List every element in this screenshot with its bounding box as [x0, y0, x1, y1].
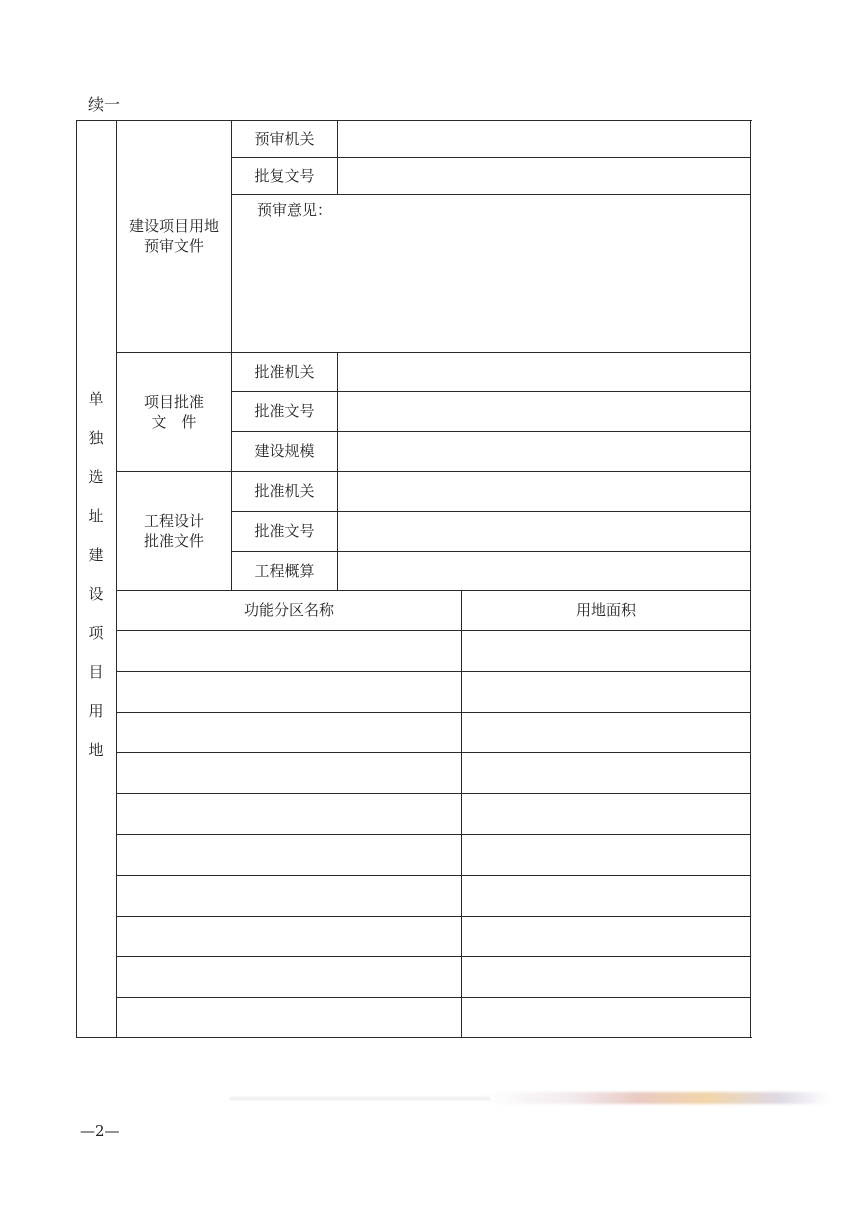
zone-name-cell[interactable]: [117, 917, 461, 956]
review-authority-field[interactable]: [338, 121, 750, 157]
vertical-label-char: 独: [88, 429, 104, 447]
vertical-label-char: 设: [88, 585, 104, 603]
group-label-line: 批准文件: [143, 531, 204, 550]
field-label-approval-authority: 批准机关: [254, 482, 315, 500]
project-approval-authority-field[interactable]: [338, 353, 750, 391]
field-label-approval-doc-no: 批准文号: [254, 402, 315, 420]
group-label-line: 工程设计: [143, 511, 204, 530]
zone-name-header: 功能分区名称: [243, 601, 334, 619]
field-label-approval-authority: 批准机关: [254, 362, 315, 381]
construction-scale-field[interactable]: [338, 432, 750, 471]
vertical-label-char: 选: [88, 468, 104, 486]
vertical-label-char: 用: [88, 702, 104, 720]
land-area-cell[interactable]: [462, 957, 750, 997]
scan-artifact: [480, 1092, 830, 1104]
field-label-approval-doc-no: 批复文号: [254, 166, 315, 185]
group-label-line: 预审文件: [143, 237, 204, 255]
group-label-line: 建设项目用地: [128, 217, 219, 235]
field-label-construction-scale: 建设规模: [254, 442, 315, 460]
zone-name-cell[interactable]: [117, 957, 461, 997]
field-label-approval-doc-no: 批准文号: [254, 522, 315, 540]
zone-name-cell[interactable]: [117, 794, 461, 834]
zone-name-cell[interactable]: [117, 998, 461, 1037]
field-label-review-authority: 预审机关: [254, 129, 315, 148]
vertical-label-char: 建: [88, 546, 104, 564]
land-area-cell[interactable]: [462, 753, 750, 793]
page-number: —2—: [80, 1122, 120, 1140]
land-area-cell[interactable]: [462, 876, 750, 916]
field-label-budget-estimate: 工程概算: [254, 561, 315, 580]
vertical-label-char: 目: [88, 663, 104, 681]
group-label-preliminary-review: [117, 120, 231, 352]
approval-doc-no-field[interactable]: [338, 158, 750, 194]
vertical-section-label: [76, 380, 116, 770]
land-area-cell[interactable]: [462, 998, 750, 1037]
land-area-cell[interactable]: [462, 672, 750, 712]
zone-name-cell[interactable]: [117, 876, 461, 916]
zone-name-cell[interactable]: [117, 835, 461, 875]
zone-name-cell[interactable]: [117, 713, 461, 752]
land-area-cell[interactable]: [462, 835, 750, 875]
zone-name-cell[interactable]: [117, 672, 461, 712]
row-line: [231, 194, 751, 195]
design-approval-authority-field[interactable]: [338, 472, 750, 511]
group-label-design-approval: [117, 471, 231, 590]
vertical-label-char: 单: [88, 390, 104, 408]
review-opinion-label: 预审意见：: [257, 201, 333, 219]
table-border-bottom: [76, 1037, 752, 1038]
scan-artifact: [230, 1097, 490, 1100]
continuation-label: 续一: [88, 95, 121, 114]
vertical-label-char: 址: [88, 507, 104, 525]
budget-estimate-field[interactable]: [338, 552, 750, 590]
group-label-line: 文 件: [151, 412, 197, 431]
project-approval-doc-no-field[interactable]: [338, 392, 750, 431]
land-area-cell[interactable]: [462, 794, 750, 834]
land-area-header: 用地面积: [575, 601, 636, 619]
vertical-label-char: 地: [88, 741, 104, 759]
table-border-right: [750, 120, 751, 1038]
zone-name-cell[interactable]: [117, 753, 461, 793]
review-opinion-field[interactable]: [232, 222, 750, 350]
zone-name-cell[interactable]: [117, 631, 461, 671]
land-area-cell[interactable]: [462, 713, 750, 752]
vertical-label-char: 项: [88, 624, 104, 642]
group-label-project-approval: [117, 352, 231, 471]
design-approval-doc-no-field[interactable]: [338, 512, 750, 551]
group-label-line: 项目批准: [143, 392, 204, 411]
land-area-cell[interactable]: [462, 917, 750, 956]
land-area-cell[interactable]: [462, 631, 750, 671]
